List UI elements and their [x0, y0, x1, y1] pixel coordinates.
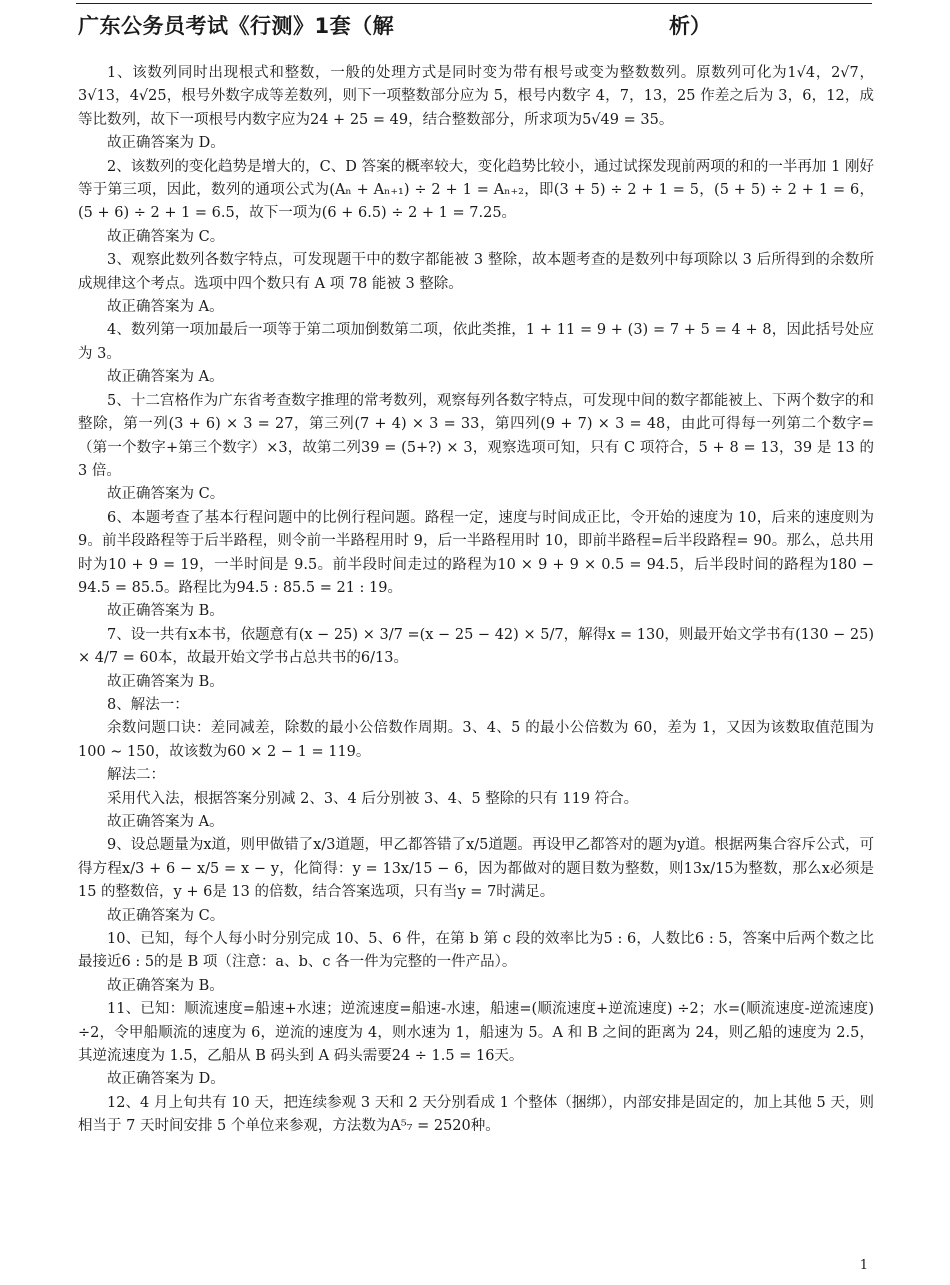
- answer-11-result: 故正确答案为 D。: [107, 1071, 225, 1088]
- page-title: 广东公务员考试《行测》1套（解: [78, 14, 395, 38]
- answer-6-result: 故正确答案为 B。: [107, 603, 224, 620]
- answer-3-result: 故正确答案为 A。: [107, 299, 224, 316]
- answer-8-method-2: 采用代入法，根据答案分别减 2、3、4 后分别被 3、4、5 整除的只有 119 符合。: [107, 790, 639, 807]
- answer-7-result: 故正确答案为 B。: [107, 673, 224, 690]
- page-number: 1: [859, 1258, 868, 1273]
- answer-4-result: 故正确答案为 A。: [107, 369, 224, 386]
- answer-11: 11、已知：顺流速度=船速+水速；逆流速度=船速-水速，船速=(顺流速度+逆流速度) ÷2；水=(顺流速度-逆流速度) ÷2，令甲船顺流的速度为 6，逆流的速度为 4，则水速为 1，船速为 5。A 和 B 之间的距离为 24，则乙船的速度为 2.5，其逆流速度为 1.5，乙船从 B 码头到 A 码头需要24 ÷ 1.5 = 16天。: [78, 1001, 874, 1065]
- header-rule: [76, 3, 872, 4]
- answer-2: 2、该数列的变化趋势是增大的，C、D 答案的概率较大，变化趋势比较小，通过试探发现前两项的和的一半再加 1 刚好等于第三项，因此，数列的通项公式为(Aₙ + Aₙ₊₁) ÷ 2 + 1 = Aₙ₊₂，即(3 + 5) ÷ 2 + 1 = 5，(5 + 5) ÷ 2 + 1 = 6，(5 + 6) ÷ 2 + 1 = 6.5，故下一项为(6 + 6.5) ÷ 2 + 1 = 7.25。: [78, 158, 874, 222]
- answer-6: 6、本题考查了基本行程问题中的比例行程问题。路程一定，速度与时间成正比，令开始的速度为 10，后来的速度则为 9。前半段路程等于后半路程，则令前一半路程用时 9，后一半路程用时 10，即前半路程=后半段路程= 90。那么，总共用时为10 + 9 = 19，一半时间是 9.5。前半段时间走过的路程为10 × 9 + 9 × 0.5 = 94.5，后半段时间的路程为180 − 94.5 = 85.5。路程比为94.5 : 85.5 = 21 : 19。: [78, 509, 874, 596]
- answer-8: 8、解法一：: [107, 696, 189, 713]
- answer-1: 1、该数列同时出现根式和整数，一般的处理方式是同时变为带有根号或变为整数数列。原数列可化为1√4，2√7，3√13，4√25，根号外数字成等差数列，则下一项整数部分应为 5，根号内数字 4，7，13，25 作差之后为 3，6，12，成等比数列，故下一项根号内数字应为24 + 25 = 49，结合整数部分，所求项为5√49 = 35。: [78, 65, 874, 128]
- answer-9-result: 故正确答案为 C。: [107, 907, 225, 924]
- answer-8-method-2-heading: 解法二：: [107, 767, 165, 784]
- answer-7: 7、设一共有x本书，依题意有(x − 25) × 3/7 =(x − 25 − 42) × 5/7，解得x = 130，则最开始文学书有(130 − 25) × 4/7 = 60本，故最开始文学书占总共书的6/13。: [78, 626, 874, 667]
- answer-12: 12、4 月上旬共有 10 天，把连续参观 3 天和 2 天分别看成 1 个整体（捆绑），内部安排是固定的，加上其他 5 天，则相当于 7 天时间安排 5 个单位来参观，方法数为A⁵₇ = 2520种。: [78, 1094, 874, 1135]
- answer-2-result: 故正确答案为 C。: [107, 228, 225, 245]
- answer-8-result: 故正确答案为 A。: [107, 814, 224, 830]
- answer-9: 9、设总题量为x道，则甲做错了x/3道题，甲乙都答错了x/5道题。再设甲乙都答对的题为y道。根据两集合容斥公式，可得方程x/3 + 6 − x/5 = x − y，化简得：y = 13x/15 − 6，因为都做对的题目数为整数，则13x/15为整数，那么x必须是 15 的整数倍，y + 6是 13 的倍数，结合答案选项，只有当y = 7时满足。: [78, 837, 874, 901]
- answer-4: 4、数列第一项加最后一项等于第二项加倒数第二项，依此类推，1 + 11 = 9 + (3) = 7 + 5 = 4 + 8，因此括号处应为 3。: [78, 322, 874, 362]
- answer-5-result: 故正确答案为 C。: [107, 486, 225, 503]
- answer-8-method-1: 余数问题口诀：差同减差，除数的最小公倍数作周期。3、4、5 的最小公倍数为 60，差为 1，又因为该数取值范围为100 ∼ 150，故该数为60 × 2 − 1 = 119。: [78, 720, 874, 760]
- page-title-suffix: 析）: [669, 14, 711, 38]
- answer-content: [78, 62, 874, 1139]
- answer-3: 3、观察此数列各数字特点，可发现题干中的数字都能被 3 整除，故本题考查的是数列中每项除以 3 后所得到的余数所成规律这个考点。选项中四个数只有 A 项 78 能被 3 整除。: [78, 252, 874, 292]
- answer-1-result: 故正确答案为 D。: [107, 135, 225, 152]
- answer-10-result: 故正确答案为 B。: [107, 977, 224, 994]
- answer-10: 10、已知，每个人每小时分别完成 10、5、6 件，在第 b 第 c 段的效率比为5 : 6，人数比6 : 5，答案中后两个数之比最接近6 : 5的是 B 项（注意：a、b、c 各一件为完整的一件产品）。: [78, 931, 874, 971]
- answer-5: 5、十二宫格作为广东省考查数字推理的常考数列，观察每列各数字特点，可发现中间的数字都能被上、下两个数字的和整除，第一列(3 + 6) × 3 = 27，第三列(7 + 4) × 3 = 33，第四列(9 + 7) × 3 = 48，由此可得每一列第二个数字=（第一个数字+第三个数字）×3，故第二列39 = (5+?) × 3，观察选项可知，只有 C 项符合，5 + 8 = 13，39 是 13 的 3 倍。: [78, 392, 874, 479]
